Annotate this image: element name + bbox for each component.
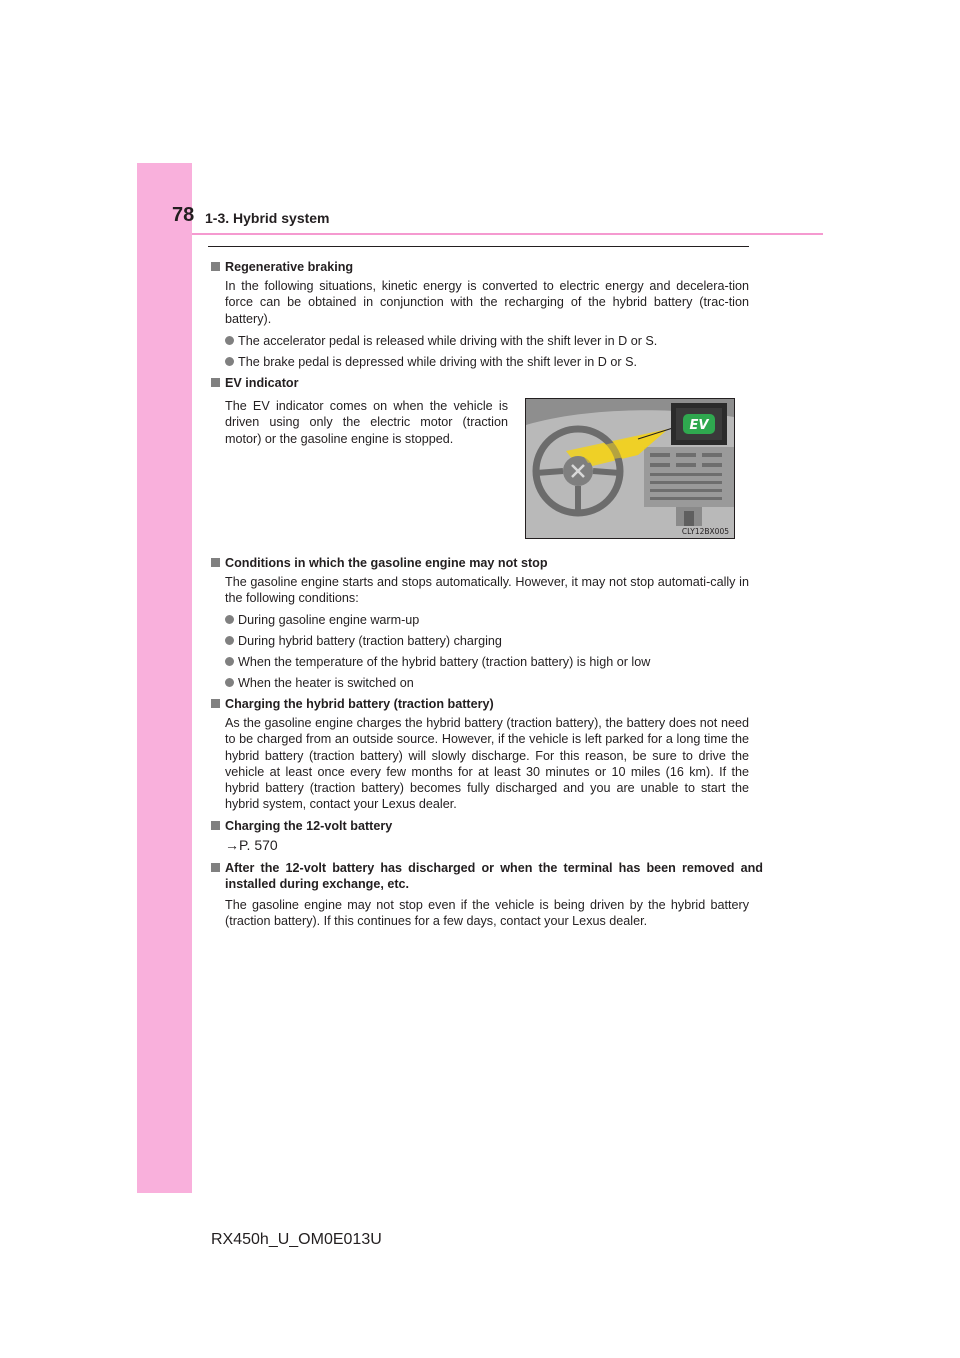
square-bullet-icon xyxy=(211,863,220,872)
header-rule xyxy=(192,233,823,235)
page-reference-link[interactable]: →P. 570 xyxy=(225,837,278,853)
figure-code: CLY12BX005 xyxy=(681,527,729,536)
heading-conditions-engine-may-not-stop xyxy=(211,555,749,571)
list-item xyxy=(225,675,749,691)
square-bullet-icon xyxy=(211,262,220,271)
square-bullet-icon xyxy=(211,378,220,387)
section-title: 1-3. Hybrid system xyxy=(205,210,330,226)
paragraph-after-12v-discharge: The gasoline engine may not stop even if the vehicle is being driven by the hybrid battery (traction battery). If this continues for a few days, contact your Lexus dealer. xyxy=(225,898,749,929)
round-bullet-icon xyxy=(225,615,234,624)
round-bullet-icon xyxy=(225,357,234,366)
paragraph-ev-indicator: The EV indicator comes on when the vehicle is driven using only the electric motor (traction motor) or the gasoline engine is stopped. xyxy=(225,399,508,446)
heading-charging-12-volt-battery xyxy=(211,818,749,834)
heading-charging-hybrid-battery xyxy=(211,696,749,712)
list-item-text: During gasoline engine warm-up xyxy=(238,613,420,627)
list-item xyxy=(225,354,749,370)
paragraph-charging-hybrid-battery: As the gasoline engine charges the hybrid battery (traction battery), the battery does not need to be charged from an outside source. However, if the vehicle is left parked for a long time the hybrid battery (traction battery) will slowly discharge. For this reason, be sure to drive the vehicle at least once every few months for at least 30 minutes or 10 miles (16 km). If the hybrid battery (traction battery) becomes fully discharged and you are unable to start the hybrid system, contact your Lexus dealer. xyxy=(225,716,749,812)
round-bullet-icon xyxy=(225,636,234,645)
ev-indicator-illustration xyxy=(525,398,735,539)
square-bullet-icon xyxy=(211,558,220,567)
round-bullet-icon xyxy=(225,336,234,345)
heading-label: Conditions in which the gasoline engine may not stop xyxy=(225,556,548,570)
heading-label: Regenerative braking xyxy=(225,260,354,274)
chapter-side-tab xyxy=(137,163,195,1193)
round-bullet-icon xyxy=(225,657,234,666)
square-bullet-icon xyxy=(211,699,220,708)
list-item-text: The accelerator pedal is released while driving with the shift lever in D or S. xyxy=(238,334,658,348)
page-number: 78 xyxy=(172,204,195,226)
heading-after-12v-discharge xyxy=(211,860,763,892)
heading-label: EV indicator xyxy=(225,376,299,390)
list-item xyxy=(225,333,749,349)
list-item-text: The brake pedal is depressed while driving with the shift lever in D or S. xyxy=(238,355,637,369)
list-item xyxy=(225,612,749,628)
heading-regenerative-braking xyxy=(211,259,749,275)
list-item-text: When the temperature of the hybrid battery (traction battery) is high or low xyxy=(238,655,651,669)
paragraph-conditions: The gasoline engine starts and stops automatically. However, it may not stop automati-cally in the following conditions: xyxy=(225,575,749,606)
content-divider xyxy=(208,246,749,247)
heading-label: Charging the hybrid battery (traction battery) xyxy=(225,697,494,711)
list-item xyxy=(225,654,749,670)
round-bullet-icon xyxy=(225,678,234,687)
heading-ev-indicator xyxy=(211,375,749,391)
paragraph-regenerative-braking: In the following situations, kinetic energy is converted to electric energy and decelera-tion force can be obtained in conjunction with the recharging of the hybrid battery (trac-tion battery). xyxy=(225,279,749,326)
heading-label: Charging the 12-volt battery xyxy=(225,819,393,833)
footer-model-code: RX450h_U_OM0E013U xyxy=(211,1231,382,1248)
list-item xyxy=(225,633,749,649)
heading-label: After the 12-volt battery has discharged or when the terminal has been removed and installed during exchange, etc. xyxy=(225,861,763,891)
square-bullet-icon xyxy=(211,821,220,830)
list-item-text: When the heater is switched on xyxy=(238,676,414,690)
ev-indicator-glyph: EV xyxy=(689,418,709,433)
list-item-text: During hybrid battery (traction battery) charging xyxy=(238,634,502,648)
